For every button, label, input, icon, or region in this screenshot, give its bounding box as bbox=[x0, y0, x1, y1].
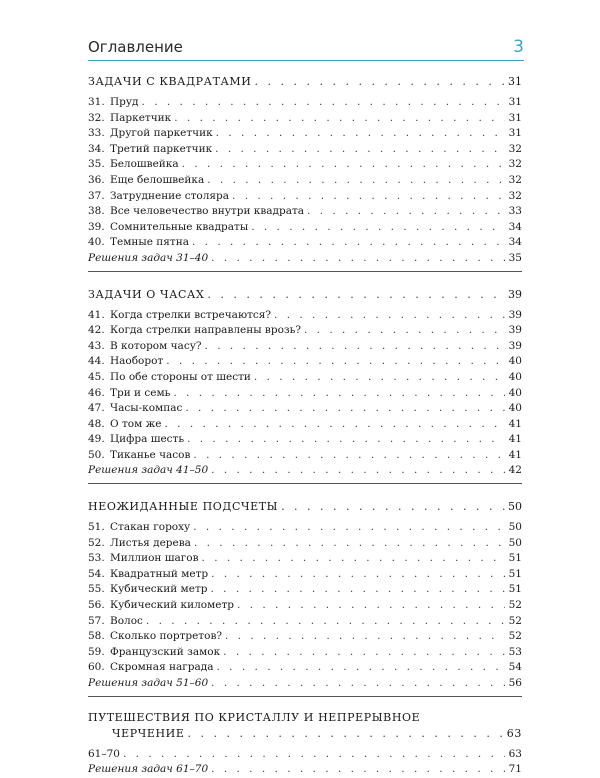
dot-leader bbox=[254, 370, 505, 386]
toc-item bbox=[88, 582, 522, 598]
page-number: 40 bbox=[508, 386, 522, 399]
toc-item bbox=[88, 308, 522, 324]
toc-item bbox=[88, 189, 522, 205]
solutions-entry bbox=[88, 463, 522, 479]
dot-leader bbox=[274, 308, 505, 324]
problem-number: 38. bbox=[88, 205, 105, 218]
problem-number: 31. bbox=[88, 96, 105, 108]
toc-item-label bbox=[88, 598, 234, 614]
toc-item bbox=[88, 645, 522, 661]
problem-title: Кубический метр bbox=[110, 583, 208, 596]
problem-title: Часы-компас bbox=[110, 402, 183, 415]
problem-number: 43. bbox=[88, 339, 105, 352]
page-number: 51 bbox=[508, 583, 522, 596]
toc-item-label bbox=[88, 536, 191, 552]
toc-item-label bbox=[88, 567, 208, 583]
problem-number: 33. bbox=[88, 127, 105, 140]
toc-item bbox=[88, 157, 522, 173]
toc-item-label bbox=[88, 235, 189, 251]
problem-number: 52. bbox=[88, 536, 105, 549]
dot-leader bbox=[211, 463, 505, 479]
problem-number: 44. bbox=[88, 355, 105, 368]
problem-title: Французский замок bbox=[110, 645, 221, 658]
toc-item bbox=[88, 95, 522, 111]
dot-leader bbox=[187, 432, 505, 448]
problem-title: О том же bbox=[110, 417, 162, 430]
page-number: 39 bbox=[508, 308, 522, 321]
solutions-entry-label: Решения задач 41–50 bbox=[88, 464, 209, 477]
toc-item bbox=[88, 448, 522, 464]
page-number: 31 bbox=[508, 96, 522, 108]
dot-leader bbox=[211, 676, 505, 692]
toc-item bbox=[88, 339, 522, 355]
dot-leader bbox=[193, 448, 505, 464]
header-rule bbox=[88, 60, 524, 61]
problem-title: Наоборот bbox=[110, 355, 164, 368]
dot-leader bbox=[187, 726, 503, 742]
toc-item-label bbox=[88, 220, 248, 236]
problem-title: Цифра шесть bbox=[110, 433, 185, 446]
section-heading bbox=[88, 72, 522, 91]
dot-leader bbox=[223, 645, 505, 661]
problem-number: 48. bbox=[88, 417, 105, 430]
toc-item-label bbox=[88, 323, 301, 339]
toc-item-label bbox=[88, 432, 184, 448]
toc-section bbox=[88, 285, 522, 485]
section-heading bbox=[88, 285, 522, 304]
toc-item bbox=[88, 432, 522, 448]
page-number: 41 bbox=[508, 433, 522, 446]
toc-item bbox=[88, 417, 522, 433]
toc-item bbox=[88, 629, 522, 645]
toc-item-label bbox=[88, 126, 213, 142]
toc-item-label bbox=[88, 386, 170, 402]
toc-item-label bbox=[88, 401, 182, 417]
page-number: 39 bbox=[508, 324, 522, 337]
toc-item-label bbox=[88, 645, 220, 661]
problem-title: Третий паркетчик bbox=[110, 142, 213, 155]
problem-number: 35. bbox=[88, 158, 105, 171]
dot-leader bbox=[166, 354, 505, 370]
page-number: 40 bbox=[508, 402, 522, 415]
problem-title: Тиканье часов bbox=[110, 448, 191, 461]
toc-item bbox=[88, 126, 522, 142]
dot-leader bbox=[307, 204, 505, 220]
problem-title: Еще белошвейка bbox=[110, 173, 205, 186]
section-heading-label: НЕОЖИДАННЫЕ ПОДСЧЕТЫ bbox=[88, 500, 279, 514]
toc-item-label bbox=[88, 582, 207, 598]
dot-leader bbox=[123, 747, 505, 763]
toc-item-label bbox=[88, 189, 229, 205]
problem-number: 32. bbox=[88, 111, 105, 124]
page-number: 53 bbox=[508, 645, 522, 658]
page-number: 40 bbox=[508, 370, 522, 383]
page-number: 33 bbox=[508, 205, 522, 218]
problem-title: Сомнительные квадраты bbox=[110, 220, 249, 233]
header-page-number: 3 bbox=[513, 37, 524, 57]
problem-number: 40. bbox=[88, 236, 105, 249]
page-number: 41 bbox=[508, 448, 522, 461]
toc-item-label bbox=[88, 370, 251, 386]
toc-item bbox=[88, 747, 522, 763]
problem-number: 58. bbox=[88, 630, 105, 643]
toc-item bbox=[88, 323, 522, 339]
page-number: 31 bbox=[508, 75, 522, 88]
section-heading bbox=[88, 710, 522, 742]
problem-number: 59. bbox=[88, 645, 105, 658]
page-number: 40 bbox=[508, 355, 522, 368]
page-number: 56 bbox=[508, 677, 522, 689]
toc-item-label bbox=[88, 448, 190, 464]
dot-leader bbox=[173, 386, 505, 402]
toc-item-label bbox=[88, 354, 163, 370]
toc-item-label bbox=[88, 614, 143, 630]
page-number: 51 bbox=[508, 552, 522, 565]
dot-leader bbox=[185, 401, 505, 417]
page-number: 52 bbox=[508, 614, 522, 627]
toc-item bbox=[88, 111, 522, 127]
page-number: 32 bbox=[508, 189, 522, 202]
dot-leader bbox=[164, 417, 505, 433]
toc-item-label bbox=[88, 142, 212, 158]
toc-item-label bbox=[88, 417, 161, 433]
toc-item bbox=[88, 520, 522, 536]
section-heading-line2 bbox=[88, 726, 522, 742]
toc-item-label bbox=[88, 551, 199, 567]
page-number: 71 bbox=[508, 763, 522, 776]
problem-number: 36. bbox=[88, 173, 105, 186]
solutions-entry bbox=[88, 676, 522, 692]
toc-item-label bbox=[88, 629, 222, 645]
dot-leader bbox=[194, 536, 505, 552]
problem-number: 56. bbox=[88, 599, 105, 612]
toc-item bbox=[88, 370, 522, 386]
dot-leader bbox=[225, 629, 505, 645]
toc-item bbox=[88, 614, 522, 630]
dot-leader bbox=[281, 497, 505, 516]
problem-number: 49. bbox=[88, 433, 105, 446]
dot-leader bbox=[255, 72, 506, 91]
toc-item bbox=[88, 536, 522, 552]
toc-item bbox=[88, 598, 522, 614]
toc-item bbox=[88, 551, 522, 567]
problem-title: Когда стрелки направлены врозь? bbox=[110, 324, 301, 337]
problem-title: Сколько портретов? bbox=[110, 630, 222, 643]
page-number: 50 bbox=[508, 500, 522, 514]
toc-item-label bbox=[88, 520, 190, 536]
solutions-entry-label: Решения задач 61–70 bbox=[88, 763, 209, 776]
dot-leader bbox=[211, 762, 505, 778]
page-number: 31 bbox=[508, 111, 522, 124]
page-header bbox=[88, 36, 524, 58]
problem-title: Волос bbox=[110, 614, 143, 627]
problem-number: 57. bbox=[88, 614, 105, 627]
section-heading bbox=[88, 497, 522, 516]
section-divider bbox=[88, 483, 522, 484]
solutions-entry-label: Решения задач 51–60 bbox=[88, 677, 209, 689]
problem-title: Белошвейка bbox=[110, 158, 179, 171]
problem-number: 47. bbox=[88, 402, 105, 415]
problem-title: Квадратный метр bbox=[110, 567, 209, 580]
toc-item-label bbox=[88, 660, 214, 676]
page-number: 32 bbox=[508, 142, 522, 155]
toc-item bbox=[88, 173, 522, 189]
dot-leader bbox=[211, 251, 505, 267]
section-heading-line2-label: ЧЕРЧЕНИЕ bbox=[112, 726, 185, 740]
section-heading-label: ЗАДАЧИ О ЧАСАХ bbox=[88, 287, 205, 301]
problem-title: Затруднение столяра bbox=[110, 189, 230, 202]
toc-item bbox=[88, 354, 522, 370]
dot-leader bbox=[304, 323, 505, 339]
problem-title: В котором часу? bbox=[110, 339, 202, 352]
toc-item-label bbox=[88, 95, 139, 111]
problem-number: 51. bbox=[88, 521, 105, 534]
problem-title: Все человечество внутри квадрата bbox=[110, 205, 305, 218]
page-number: 42 bbox=[508, 464, 522, 477]
toc-item-label bbox=[88, 339, 202, 355]
page-number: 63 bbox=[506, 726, 522, 740]
toc-item-label bbox=[88, 173, 204, 189]
problem-number: 46. bbox=[88, 386, 105, 399]
dot-leader bbox=[202, 551, 505, 567]
problem-title: Когда стрелки встречаются? bbox=[110, 308, 272, 321]
dot-leader bbox=[193, 520, 505, 536]
solutions-entry bbox=[88, 251, 522, 267]
problem-title: Три и семь bbox=[110, 386, 171, 399]
toc-item bbox=[88, 401, 522, 417]
table-of-contents bbox=[88, 72, 522, 778]
problem-number: 39. bbox=[88, 220, 105, 233]
problem-title: Листья дерева bbox=[110, 536, 191, 549]
problem-number: 34. bbox=[88, 142, 105, 155]
dot-leader bbox=[251, 220, 505, 236]
dot-leader bbox=[217, 660, 506, 676]
toc-item bbox=[88, 567, 522, 583]
toc-section bbox=[88, 710, 522, 778]
problem-number: 45. bbox=[88, 370, 105, 383]
problem-number: 41. bbox=[88, 308, 105, 321]
problem-number: 54. bbox=[88, 567, 105, 580]
page-number: 41 bbox=[508, 417, 522, 430]
page-number: 32 bbox=[508, 173, 522, 186]
dot-leader bbox=[174, 111, 505, 127]
problem-number: 53. bbox=[88, 552, 105, 565]
page-number: 50 bbox=[508, 521, 522, 534]
page-number: 50 bbox=[508, 536, 522, 549]
problem-number: 37. bbox=[88, 189, 105, 202]
toc-section bbox=[88, 497, 522, 697]
page-number: 39 bbox=[508, 287, 522, 301]
dot-leader bbox=[207, 285, 505, 304]
header-title: Оглавление bbox=[88, 38, 183, 56]
section-heading-line1: ПУТЕШЕСТВИЯ ПО КРИСТАЛЛУ И НЕПРЕРЫВНОЕ bbox=[88, 710, 421, 724]
problem-title: Скромная награда bbox=[110, 661, 214, 674]
problem-title: Пруд bbox=[110, 96, 139, 108]
problem-title: Миллион шагов bbox=[110, 552, 199, 565]
toc-item bbox=[88, 220, 522, 236]
section-divider bbox=[88, 271, 522, 272]
problem-number: 55. bbox=[88, 583, 105, 596]
dot-leader bbox=[232, 189, 505, 205]
toc-item bbox=[88, 235, 522, 251]
toc-item bbox=[88, 386, 522, 402]
dot-leader bbox=[215, 142, 505, 158]
dot-leader bbox=[182, 157, 505, 173]
problem-title: Стакан гороху bbox=[110, 521, 191, 534]
dot-leader bbox=[146, 614, 505, 630]
solutions-entry bbox=[88, 762, 522, 778]
problem-number: 50. bbox=[88, 448, 105, 461]
page-number: 51 bbox=[508, 567, 522, 580]
problem-number: 42. bbox=[88, 324, 105, 337]
dot-leader bbox=[207, 173, 505, 189]
dot-leader bbox=[210, 582, 505, 598]
toc-item-label bbox=[88, 157, 179, 173]
problem-title: Паркетчик bbox=[110, 111, 172, 124]
dot-leader bbox=[192, 235, 505, 251]
toc-item bbox=[88, 660, 522, 676]
page-number: 34 bbox=[508, 236, 522, 249]
problem-number: 60. bbox=[88, 661, 105, 674]
page-number: 52 bbox=[508, 599, 522, 612]
page-number: 52 bbox=[508, 630, 522, 643]
page-number: 31 bbox=[508, 127, 522, 140]
toc-section bbox=[88, 72, 522, 272]
page-number: 34 bbox=[508, 220, 522, 233]
problem-title: Темные пятна bbox=[110, 236, 189, 249]
problem-title: Другой паркетчик bbox=[110, 127, 213, 140]
section-heading-label: ЗАДАЧИ С КВАДРАТАМИ bbox=[88, 75, 252, 88]
page-number: 54 bbox=[508, 661, 522, 674]
dot-leader bbox=[237, 598, 505, 614]
dot-leader bbox=[216, 126, 505, 142]
dot-leader bbox=[211, 567, 505, 583]
page-number: 63 bbox=[508, 747, 522, 760]
solutions-entry-label: Решения задач 31–40 bbox=[88, 251, 209, 264]
toc-item-label bbox=[88, 204, 304, 220]
dot-leader bbox=[205, 339, 505, 355]
problem-title: По обе стороны от шести bbox=[110, 370, 251, 383]
toc-item-label: 61–70 bbox=[88, 747, 120, 760]
toc-item bbox=[88, 142, 522, 158]
toc-item-label bbox=[88, 111, 171, 127]
problem-title: Кубический километр bbox=[110, 599, 235, 612]
page-number: 35 bbox=[508, 251, 522, 264]
dot-leader bbox=[142, 95, 505, 111]
page-number: 32 bbox=[508, 158, 522, 171]
toc-item bbox=[88, 204, 522, 220]
toc-item-label bbox=[88, 308, 271, 324]
section-divider bbox=[88, 696, 522, 697]
page-number: 39 bbox=[508, 339, 522, 352]
